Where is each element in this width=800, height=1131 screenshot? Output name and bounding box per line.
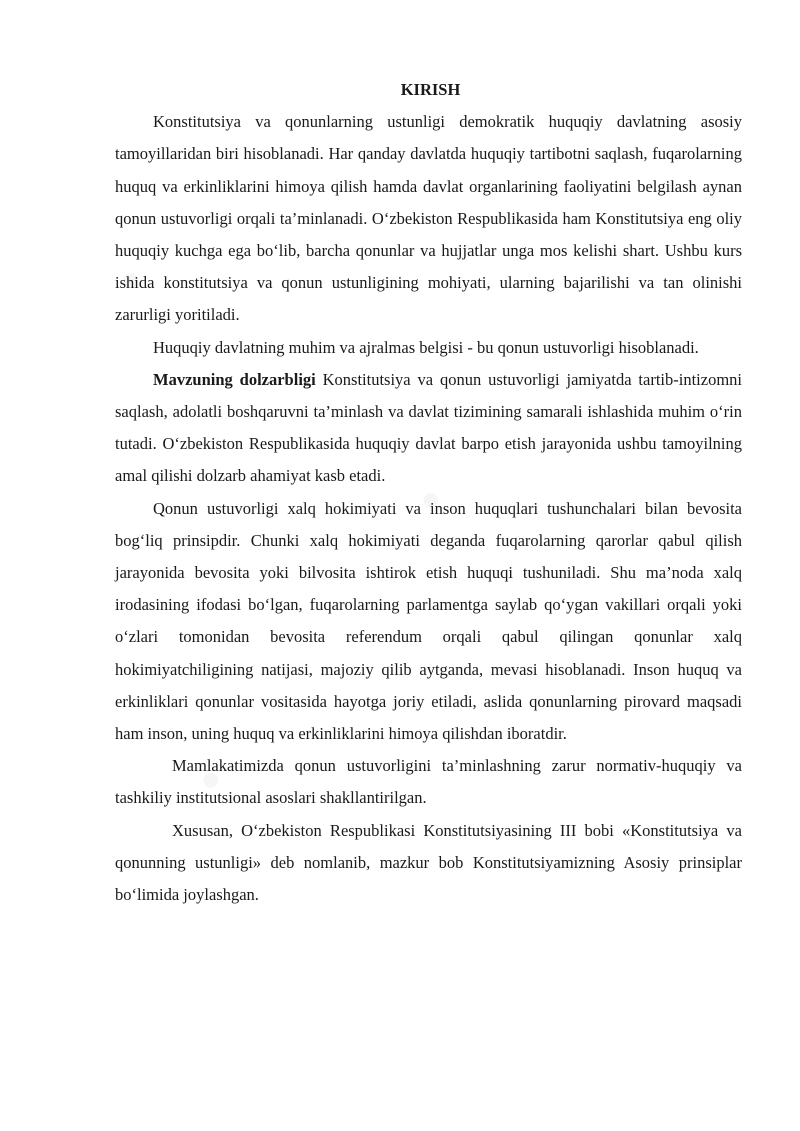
paragraph-chapter-three: Xususan, O‘zbekiston Respublikasi Konstitutsiyasining III bobi «Konstitutsiya va qonunning ustunligi» deb nomlanib, mazkur bob Konstitutsiyamizning Asosiy prinsiplar bo‘limida joylashgan. (115, 820, 742, 905)
paragraph-intro: Konstitutsiya va qonunlarning ustunligi demokratik huquqiy davlatning asosiy tamoyillaridan biri hisoblanadi. Har qanday davlatda huquqiy tartibotni saqlash, fuqarolarning huquq va erkinliklarini himoya qilish hamda davlat organlarining faoliyatini belgilash aynan qonun ustuvorligi orqali ta’minlanadi. O‘zbekiston Respublikasida ham Konstitutsiya eng oliy huquqiy kuchga ega bo‘lib, barcha qonunlar va hujjatlar unga mos kelishi shart. Ushbu kurs ishida konstitutsiya va qonun ustunligining mohiyati, ularning bajarilishi va tan olinishi zarurligi yoritiladi. (115, 112, 742, 325)
relevance-text: Konstitutsiya va qonun ustuvorligi jamiyatda tartib-intizomni saqlash, adolatli boshqaruvni ta’minlash va davlat tizimining samarali ishlashida muhim o‘rin tutadi. O‘zbekiston Respublikasida huquqiy davlat barpo etish jarayonida ushbu tamoyilning amal qilishi dolzarb ahamiyat kasb etadi. (115, 369, 742, 486)
relevance-heading: Mavzuning dolzarbligi (153, 369, 316, 389)
document-page (115, 74, 742, 911)
paragraph-institutions: Mamlakatimizda qonun ustuvorligini ta’minlashning zarur normativ-huquqiy va tashkiliy institutsional asoslari shakllantirilgan. (115, 756, 742, 808)
paragraph-relevance (115, 364, 742, 493)
page-title: KIRISH (400, 80, 461, 99)
paragraph-people-power: Qonun ustuvorligi xalq hokimiyati va inson huquqlari tushunchalari bilan bevosita bog‘liq prinsipdir. Chunki xalq hokimiyati deganda fuqarolarning qarorlar qabul qilish jarayonida bevosita yoki bilvosita ishtirok etish huquqi tushuniladi. Shu ma’noda xalq irodasining ifodasi bo‘lgan, fuqarolarning parlamentga saylab qo‘ygan vakillari orqali yoki o‘zlari tomonidan bevosita referendum orqali qabul qilingan qonunlar xalq hokimiyatchiligining natijasi, majoziy qilib aytganda, mevasi hisoblanadi. Inson huquq va erkinliklari qonunlar vositasida hayotga joriy etiladi, aslida qonunlarning pirovard maqsadi ham inson, uning huquq va erkinliklarini himoya qilishdan iboratdir. (115, 498, 742, 744)
paragraph-rule-of-law: Huquqiy davlatning muhim va ajralmas belgisi - bu qonun ustuvorligi hisoblanadi. (153, 337, 699, 357)
